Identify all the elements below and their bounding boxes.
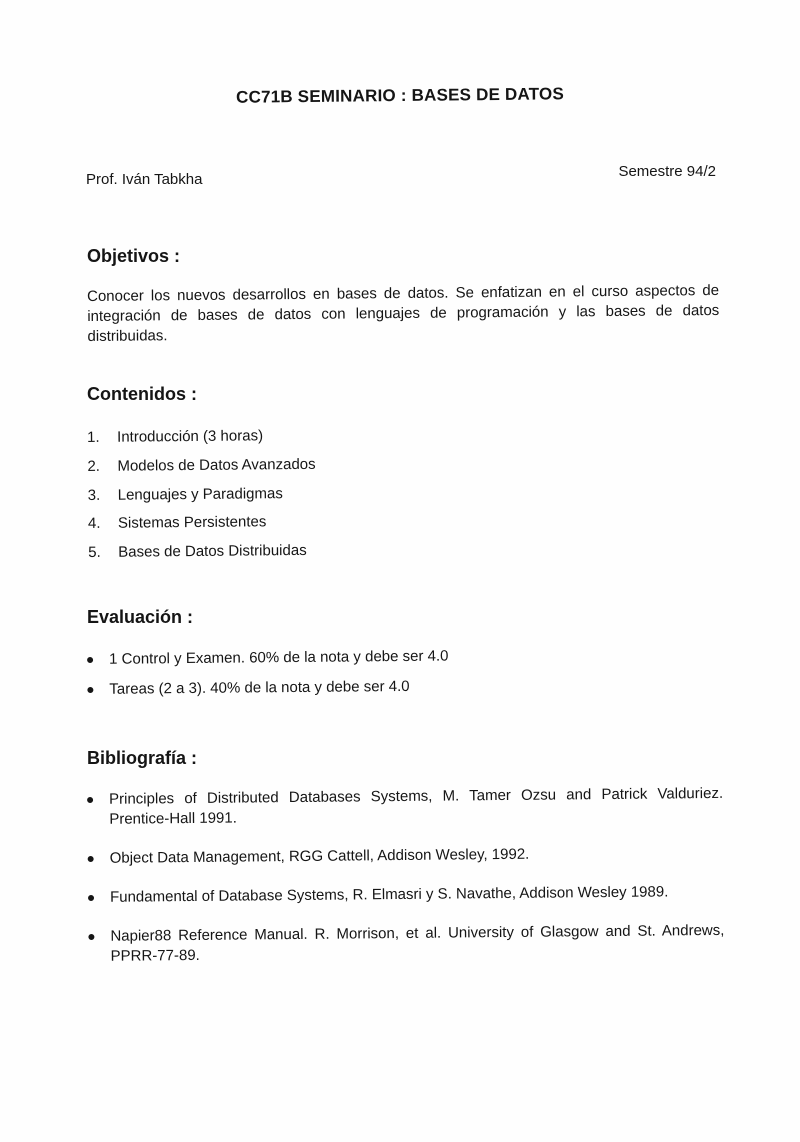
bullet-icon [87,797,93,803]
item-text: Principles of Distributed Databases Systems, M. Tamer Ozsu and Patrick Valduriez. Prentice-Hall 1991. [109,784,724,828]
list-item [87,677,449,700]
list-item [87,647,449,670]
bullet-icon [87,687,93,693]
item-text: Napier88 Reference Manual. R. Morrison, et al. University of Glasgow and St. Andrews, PPRR-77-89. [110,921,725,965]
item-text: Bases de Datos Distribuidas [118,542,307,561]
list-item [88,921,724,967]
semester-label: Semestre 94/2 [618,163,716,180]
item-number: 1. [87,428,100,446]
item-number: 5. [88,544,101,562]
objetivos-paragraph: Conocer los nuevos desarrollos en bases de datos. Se enfatizan en el curso aspectos de integración de bases de datos con lenguajes de programación y las bases de datos distribuidas. [87,281,720,345]
evaluacion-list [87,647,449,710]
bibliografia-list [87,784,725,986]
item-text: 1 Control y Examen. 60% de la nota y debe ser 4.0 [109,647,449,668]
item-number: 4. [87,515,101,533]
bullet-icon [88,856,94,862]
item-number: 2. [87,457,101,475]
item-text: Introducción (3 horas) [117,427,264,446]
item-text: Sistemas Persistentes [117,513,267,533]
item-text: Object Data Management, RGG Cattell, Addison Wesley, 1992. [109,845,530,867]
list-item [88,508,316,539]
bibliografia-heading: Bibliografía : [87,748,198,768]
item-text: Modelos de Datos Avanzados [117,455,316,475]
item-number: 3. [87,486,101,504]
bullet-icon [88,934,94,940]
list-item [88,479,316,510]
objetivos-heading: Objetivos : [87,246,181,266]
list-item [88,843,724,869]
item-text: Tareas (2 a 3). 40% de la nota y debe ser 4.0 [109,677,410,698]
page-title: CC71B SEMINARIO : BASES DE DATOS [235,84,565,107]
item-text: Fundamental of Database Systems, R. Elmasri y S. Navathe, Addison Wesley 1989. [109,883,669,906]
professor-name: Prof. Iván Tabkha [86,171,203,188]
list-item [88,537,316,568]
item-text: Lenguajes y Paradigmas [117,484,283,504]
list-item [87,451,315,482]
contenidos-list [87,422,317,568]
bullet-icon [88,895,94,901]
list-item [87,422,315,453]
bullet-icon [87,657,93,663]
list-item [87,784,723,830]
list-item [88,882,724,908]
contenidos-heading: Contenidos : [87,384,197,404]
evaluacion-heading: Evaluación : [87,607,194,627]
